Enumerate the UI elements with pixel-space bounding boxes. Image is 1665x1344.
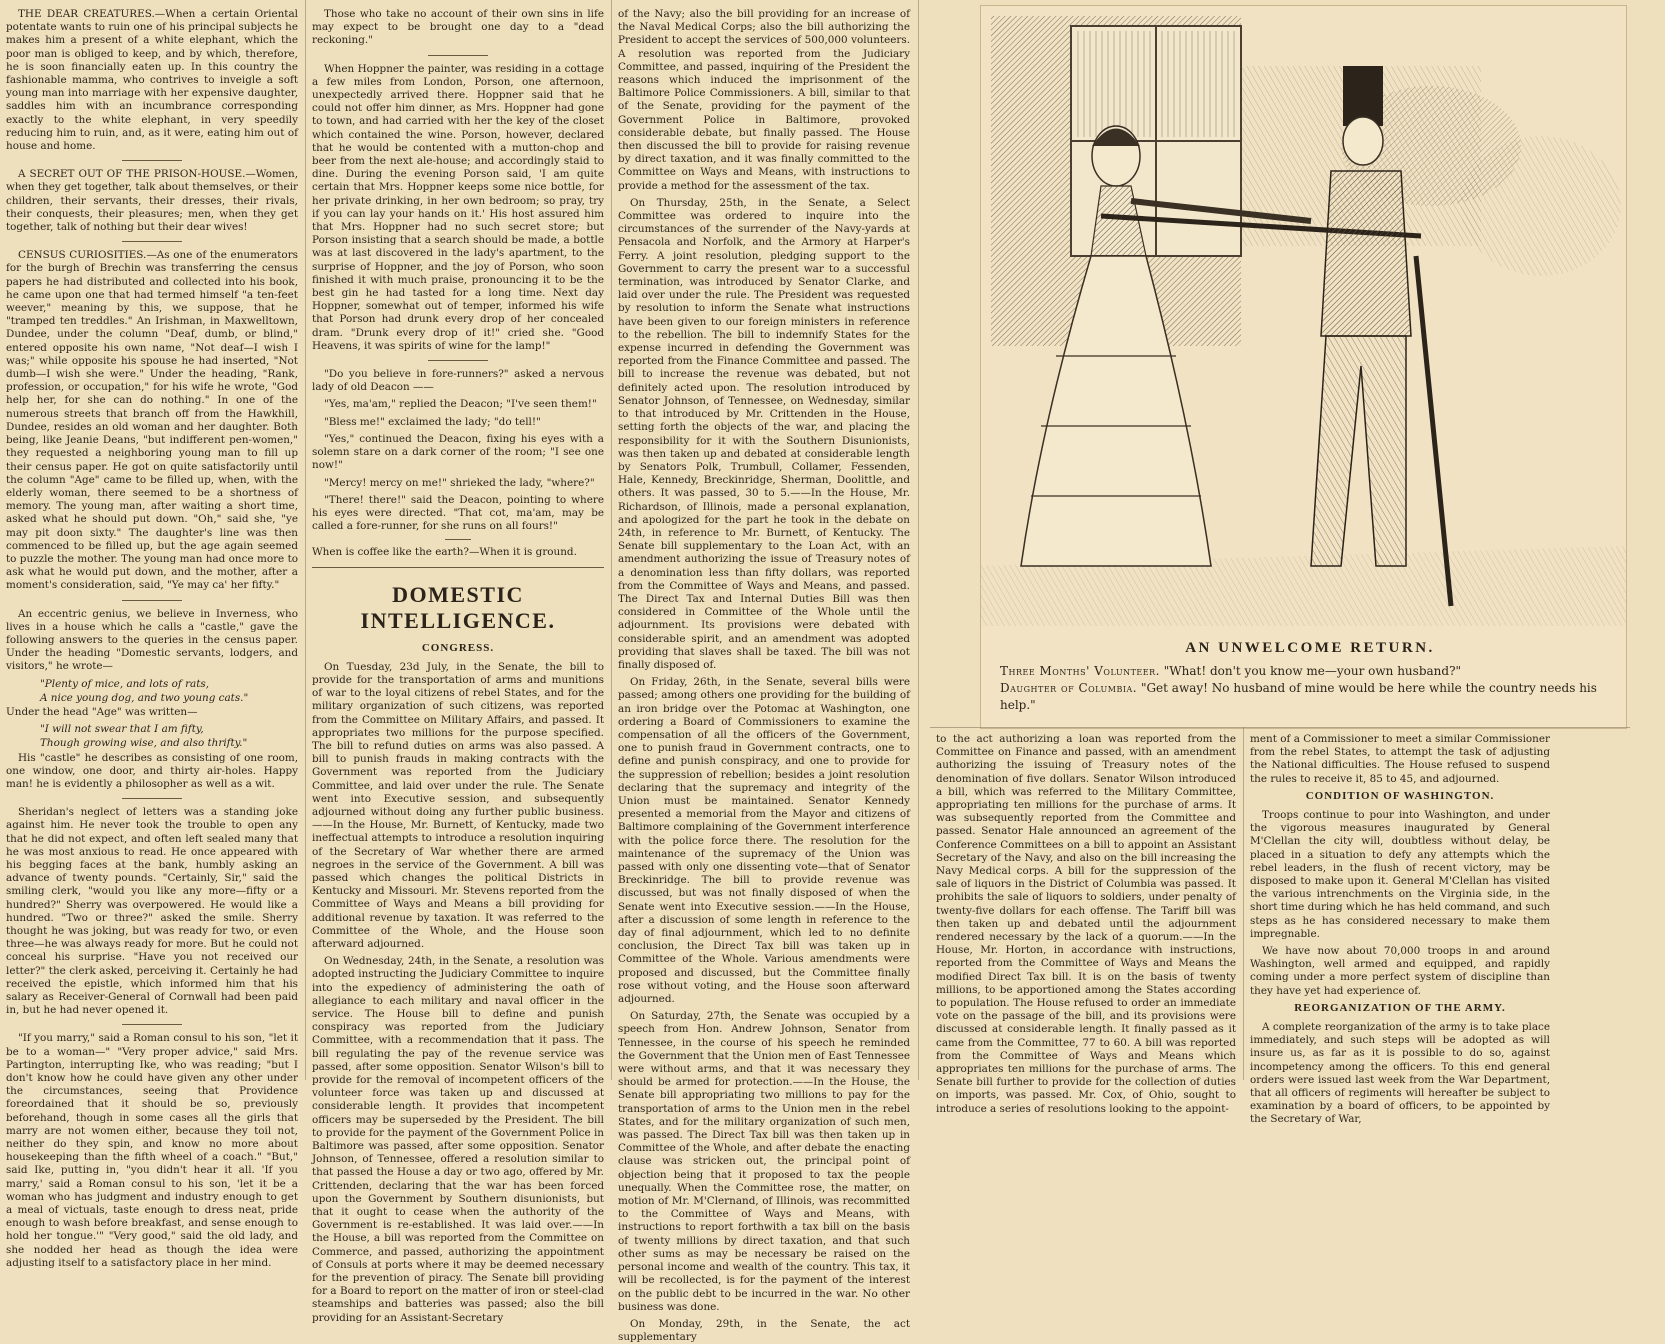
caption-title: AN UNWELCOME RETURN. <box>1185 640 1435 656</box>
article-dear-creatures: THE DEAR CREATURES.—When a certain Oriental potentate wants to ruin one of his principal subjects he makes him a present of a white elephant, which the poor man is obliged to keep, and by which, therefore, he is soon financially eaten up. In this country the fashionable mamma, who contrives to inveigle a soft young man into marriage with her expensive daughter, saddles him with an incumbrance corresponding exactly to the white elephant, in very speedily reducing him to ruin, and, as it were, eating him out of house and home. <box>6 8 298 153</box>
paragraph: "Yes," continued the Deacon, fixing his eyes with a solemn stare on a dark corner of the room; "I see one now!" <box>312 432 604 472</box>
caption-quote: "What! don't you know me—your own husband?" <box>1163 664 1462 678</box>
column-5 <box>1250 733 1550 1126</box>
verse-line: Though growing wise, and also thrifty." <box>40 737 248 750</box>
paragraph: On Wednesday, 24th, in the Senate, a resolution was adopted instructing the Judiciary Committee to inquire into the expediency of administering the oath of allegiance to each military and naval officer in the service. The House bill to define and punish conspiracy was reported from the Judiciary Committee, with a recommendation that it pass. The bill regulating the pay of the revenue service was passed, after some opposition. Senator Wilson's bill to provide for the removal of incompetent officers of the volunteer force was taken up and discussed at considerable length. It provides that incompetent officers may be superseded by the President. The bill to provide for the payment of the Government Police in Baltimore was passed, after some opposition. Senator Johnson, of Tennessee, offered a resolution similar to that passed the House a day or two ago, offered by Mr. Crittenden, declaring that the war has been forced upon the Government by Southern disunionists, but that it ought to cease when the authority of the Government is re-established. It was laid over.——In the House, a bill was reported from the Committee on Commerce, and passed, authorizing the appointment of Consuls at ports where it may be deemed necessary for the prevention of piracy. The Senate bill providing for a Board to report on the matter of iron or steel-clad steamships and batteries was passed; also the bill providing for an Assistant-Secretary <box>312 955 604 1324</box>
subsection-heading: CONDITION OF WASHINGTON. <box>1305 789 1495 802</box>
verse-line: "Plenty of mice, and lots of rats, <box>40 677 210 690</box>
article-hoppner-porson: When Hoppner the painter, was residing in a cottage a few miles from London, Porson, one afternoon, unexpectedly arrived there. Hoppner said that he could not offer him dinner, as Mrs. Hoppner had gone to town, and had carried with her the key of the closet which contained the wine. Porson, however, declared that he would be contented with a mutton-chop and beer from the next ale-house; and accordingly staid to dine. During the evening Porson said, 'I am quite certain that Mrs. Hoppner keeps some nice bottle, for her private drinking, in her own bedroom; so pray, try if you can lay your hands on it.' His host assured him that Mrs. Hoppner had no such secret store; but Porson insisting that a search should be made, a bottle was at last discovered in the lady's apartment, to the surprise of Hoppner, and the joy of Porson, who soon finished it with much praise, pronouncing it to be the best gin he had tasted for a long time. Next day Hoppner, somewhat out of temper, informed his wife that Porson had drunk every drop of her concealed dram. "Drunk every drop of it!" cried she. "Good Heavens, it was spirits of wine for the lamp!" <box>312 62 604 352</box>
column-rule <box>428 55 488 56</box>
caption-line <box>1000 680 1620 714</box>
engraving-illustration <box>980 5 1627 729</box>
section-rule <box>312 567 604 568</box>
paragraph: When is coffee like the earth?—When it is ground. <box>312 546 577 559</box>
article-sheridan: Sheridan's neglect of letters was a standing joke against him. He never took the trouble to open any that he did not expect, and often left sealed many that he was most anxious to read. He once appeared with his begging faces at the bank, humbly asking an advance of twenty pounds. "Certainly, Sir," said the smiling clerk, "would you like any more—fifty or a hundred?" Sherry was overpowered. He would like a hundred. "Two or three?" asked the smile. Sherry thought he was joking, but was ready for two, or even three—he was always ready for more. But he could not conceal his surprise. "Have you not received our letter?" the clerk asked, perceiving it. Certainly he had received the epistle, which informed him that his salary as Receiver-General of Cornwall had been paid in, but he had never opened it. <box>6 806 298 1017</box>
column-rule <box>122 798 182 799</box>
article-mrs-partington: "If you marry," said a Roman consul to his son, "let it be to a woman—" "Very proper advice," said Mrs. Partington, interrupting Ike, who was reading; "but I don't know how he could have given any other under the circumstances, seeing that Providence foreordained that it should be so, previously beforehand, though in some cases all the girls that marry are not women either, because they toil not, neither do they spin, and know no more about housekeeping than the fifth wheel of a coach." "But," said Ike, putting in, "you didn't hear it all. 'If you marry,' said a Roman consul to his son, 'let it be a woman who has judgment and industry enough to get a meal of victuals, taste enough to dress neat, pride enough to wash before breakfast, and sense enough to hold her tongue.'" "Very good," said the old lady, and she nodded her head as though the idea were adjusting itself to a satisfactory place in her mind. <box>6 1032 298 1269</box>
article-eccentric-genius: An eccentric genius, we believe in Inverness, who lives in a house which he calls a "castle," gave the following answers to the queries in the census paper. Under the heading "Domestic servants, lodgers, and visitors," he wrote— <box>6 607 298 673</box>
column-rule <box>122 1024 182 1025</box>
section-heading: DOMESTIC INTELLIGENCE. <box>360 581 556 633</box>
column-divider <box>305 0 306 1080</box>
illustration-caption <box>1000 640 1620 714</box>
paragraph: Under the head "Age" was written— <box>6 705 198 718</box>
column-rule <box>122 241 182 242</box>
column-divider <box>918 0 919 1080</box>
paragraph: "Yes, ma'am," replied the Deacon; "I've seen them!" <box>324 398 597 411</box>
paragraph: On Friday, 26th, in the Senate, several bills were passed; among others one providing for the building of an iron bridge over the Potomac at Washington, one ordering a Board of Commissioners to examine the compensation of all the officers of the Government, one to punish fraud in Government contracts, one to define and punish conspiracy, and one to provide for the suppression of rebellion; besides a joint resolution declaring that the supremacy and integrity of the Union must be maintained. Senator Kennedy presented a memorial from the Mayor and citizens of Baltimore complaining of the Government interference with the police force there. The resolution for the maintenance of the supremacy of the Union was passed with only one dissenting vote—that of Senator Breckinridge. The bill to provide revenue was discussed, but was not finally disposed of when the Senate went into Executive session.——In the House, after a discussion of some length in reference to the day of final adjournment, which led to no definite conclusion, the Direct Tax bill was taken up in Committee of the Whole. Various amendments were proposed and discussed, but the Committee finally rose without voting, and the House soon afterward adjourned. <box>618 676 910 1006</box>
column-rule <box>122 600 182 601</box>
section-divider <box>930 727 1630 728</box>
paragraph: ment of a Commissioner to meet a similar Commissioner from the rebel States, to attempt the task of adjusting the National difficulties. The House refused to suspend the rules to receive it, 85 to 45, and adjourned. <box>1250 733 1550 785</box>
caption-speaker: Three Months' Volunteer. <box>1000 664 1160 678</box>
paragraph: "Mercy! mercy on me!" shrieked the lady, "where?" <box>324 476 595 489</box>
column-1 <box>6 8 298 1269</box>
verse-line: A nice young dog, and two young cats." <box>40 691 249 704</box>
column-3 <box>618 8 910 1344</box>
verse-line: "I will not swear that I am fifty, <box>40 723 204 736</box>
caption-speaker: Daughter of Columbia. <box>1000 681 1138 695</box>
paragraph: His "castle" he describes as consisting of one room, one window, one door, and thirty air-holes. Happy man! he is evidently a philosopher as well as a wit. <box>6 751 298 790</box>
column-divider <box>611 0 612 1080</box>
paragraph: "Do you believe in fore-runners?" asked a nervous lady of old Deacon —— <box>312 368 604 394</box>
paragraph: On Tuesday, 23d July, in the Senate, the bill to provide for the transportation of arms and munitions of war to the loyal citizens of rebel States, and for the military organization of such citizens, was reported from the Committee on Military Affairs, and passed. It appropriates two millions for the purpose specified. The bill to refund duties on arms was also passed. A bill to punish frauds in making contracts with the Government was reported from the Judiciary Committee, and laid over under the rule. The Senate went into Executive session, and subsequently adjourned without doing any further public business.——In the House, Mr. Burnett, of Kentucky, made two ineffectual attempts to introduce a resolution inquiring of the Secretary of War whether there are armed negroes in the service of the Government. A bill was passed which changes the political Districts in Kentucky and Missouri. Mr. Stevens reported from the Committee of Ways and Means a bill providing for additional revenue by taxation. It was referred to the Committee of the Whole, and the House soon afterward adjourned. <box>312 660 604 950</box>
column-rule <box>428 360 488 361</box>
paragraph: Those who take no account of their own sins in life may expect to be brought one day to a "dead reckoning." <box>312 8 604 47</box>
paragraph: On Saturday, 27th, the Senate was occupied by a speech from Hon. Andrew Johnson, Senator from Tennessee, in the course of his speech he reminded the Government that the Union men of East Tennessee were without arms, and that it was necessary they should be armed for protection.——In the House, the Senate bill appropriating two millions to pay for the transportation of arms to the Union men in the rebel States, and for the military organization of such men, was passed. The Direct Tax bill was then taken up in Committee of the Whole, and after debate the enacting clause was stricken out, the principal point of objection being that it proposed to tax the people unequally. When the Committee rose, the matter, on motion of Mr. M'Clernand, of Illinois, was recommitted to the Committee of Ways and Means, with instructions to report forthwith a tax bill on the basis of twenty millions by direct taxation, and that such other sums as may be necessary be raised on the personal income and wealth of the country. This tax, it will be recollected, is for the payment of the interest on the public debt to be incurred in the war. No other business was done. <box>618 1010 910 1313</box>
article-prison-house: A SECRET OUT OF THE PRISON-HOUSE.—Women, when they get together, talk about themselves, or their children, their servants, their dresses, their rivals, their conquests, their pleasures; men, when they get together, talk of nothing but their dear wives! <box>6 168 298 234</box>
column-rule <box>445 539 471 540</box>
column-rule <box>122 160 182 161</box>
engraving-figure <box>981 6 1626 626</box>
column-divider <box>1243 727 1244 1080</box>
paragraph: "There! there!" said the Deacon, pointing to where his eyes were directed. "That cot, ma'am, may be called a fore-runner, for she runs on all fours!" <box>312 493 604 533</box>
paragraph: "Bless me!" exclaimed the lady; "do tell!" <box>324 415 541 428</box>
caption-quote: "Get away! No husband of mine would be here while the country needs his help." <box>1000 681 1597 712</box>
paragraph: A complete reorganization of the army is to take place immediately, and such steps will be adopted as will insure us, as far as it is possible to do so, against incompetency among the officers. To this end general orders were issued last week from the War Department, that all officers of regiments will hereafter be subject to examination by a board of officers, to be appointed by the Secretary of War, <box>1250 1021 1550 1126</box>
column-2 <box>312 8 604 1324</box>
column-4 <box>936 733 1236 1115</box>
paragraph: On Monday, 29th, in the Senate, the act supplementary <box>618 1317 910 1344</box>
paragraph: On Thursday, 25th, in the Senate, a Select Committee was ordered to inquire into the circumstances of the surrender of the Navy-yards at Pensacola and Norfolk, and the Armory at Harper's Ferry. A joint resolution, pledging support to the Government to carry the present war to a successful termination, was introduced by Senator Clarke, and laid over under the rule. The President was requested by resolution to inform the Senate what instructions have been given to our foreign ministers in reference to the rebellion. The bill to indemnify States for the expense incurred in defending the Government was reported from the Finance Committee and passed. The bill to increase the revenue was debated, but not definitely acted upon. The resolution introduced by Senator Johnson, of Tennessee, on Wednesday, similar to that introduced by Mr. Crittenden in the House, setting forth the objects of the war, and placing the responsibility for it with the Southern Disunionists, was then taken up and debated at considerable length by Senators Polk, Trumbull, Collamer, Fessenden, Hale, Kennedy, Breckinridge, Sherman, Doolittle, and others. It was passed, 30 to 5.——In the House, Mr. Richardson, of Illinois, made a personal explanation, and apologized for the part he took in the debate on 24th, in reference to Mr. Burnett, of Kentucky. The Senate bill supplementary to the Loan Act, with an amendment authorizing the issue of Treasury notes of a denomination less than fifty dollars, was reported from the Committee of Ways and Means, and passed. The Direct Tax and Internal Duties Bill was then considered in Committee of the Whole until the adjournment. Its provisions were debated with considerable spirit, and an amendment was adopted providing that slaves shall be taxed. The bill was not finally disposed of. <box>618 196 910 671</box>
paragraph: to the act authorizing a loan was reported from the Committee on Finance and passed, with an amendment authorizing the issuing of Treasury notes of the denomination of five dollars. Senator Wilson introduced a bill, which was referred to the Military Committee, appropriating ten millions for the purchase of arms. It was subsequently reported from the Committee and passed. Senator Hale announced an agreement of the Conference Committees on a bill to appoint an Assistant Secretary of the Navy, and also on the bill increasing the Navy Medical corps. A bill for the suppression of the sale of liquors in the District of Columbia was passed. It prohibits the sale of liquors to soldiers, under penalty of twenty-five dollars for each offense. The Tariff bill was then taken up and debated until the adjournment rendered necessary by the lack of a quorum.——In the House, Mr. Horton, in accordance with instructions, reported from the Committee of Ways and Means the modified Direct Tax bill. It is on the basis of twenty millions, to be apportioned among the States according to population. The House refused to order an immediate vote on the passage of the bill, and its provisions were discussed at considerable length. It finally passed as it came from the Committee, 77 to 60. A bill was reported from the Committee of Ways and Means which appropriates ten millions for the purchase of arms. The Senate bill further to provide for the collection of duties on imports, was passed. Mr. Cox, of Ohio, sought to introduce a series of resolutions looking to the appoint- <box>936 733 1236 1115</box>
article-census-curiosities: CENSUS CURIOSITIES.—As one of the enumerators for the burgh of Brechin was transferring the census papers he had distributed and collected into his book, he came upon one that had termed himself "a ten-feet weever," meaning by this, we suppose, that he "tramped ten treddles." An Irishman, in Maxwelltown, Dundee, under the column "Deaf, dumb, or blind," entered opposite his own name, "Not deaf—I wish I was;" while opposite his spouse he had inserted, "Not dumb—I wish she were." Under the heading, "Rank, profession, or occupation," for his wife he wrote, "God help her, for she can do nothing." In one of the numerous streets that branch off from the Hawkhill, Dundee, resides an old woman and her daughter. Both being, like Jeanie Deans, "but indifferent pen-women," they requested a neighboring young man to fill up their census paper. He got on quite satisfactorily until the column "Age" came to be filled up, when, with the elderly woman, there seemed to be a shortness of memory. The young man, after waiting a short time, asked what he should put down. "Oh," said she, "ye may pit doon sixty." The daughter's line was then commenced to be filled up, but the age again seemed to puzzle the mother. The young man had once more to ask what he would put down, and the mother, after a moment's consideration, said, "Ye may ca' her fifty." <box>6 249 298 592</box>
caption-line <box>1000 663 1620 680</box>
subsection-heading: CONGRESS. <box>421 641 495 654</box>
paragraph: of the Navy; also the bill providing for an increase of the Naval Medical Corps; also the bill authorizing the President to accept the services of 500,000 volunteers. A resolution was reported from the Judiciary Committee, and passed, inquiring of the President the reasons which induced the imprisonment of the Baltimore Police Commissioners. A bill, similar to that of the Senate, providing for the payment of the Government Police in Baltimore, provoked considerable debate, but finally passed. The House then discussed the bill to provide for raising revenue by direct taxation, and it was finally committed to the Committee on Ways and Means, with instructions to provide a method for the assessment of the tax. <box>618 8 910 192</box>
subsection-heading: REORGANIZATION OF THE ARMY. <box>1294 1001 1506 1014</box>
paragraph: We have now about 70,000 troops in and around Washington, well armed and equipped, and rapidly coming under a more perfect system of discipline than they have yet had experience of. <box>1250 945 1550 997</box>
paragraph: Troops continue to pour into Washington, and under the vigorous measures inaugurated by General M'Clellan the city will, doubtless without delay, be placed in a situation to defy any attempts which the rebel leaders, in the flush of recent victory, may be disposed to make upon it. General M'Clellan has visited the various intrenchments on the Virginia side, in the short time during which he has held command, and such steps as he has considered necessary to make them impregnable. <box>1250 809 1550 940</box>
